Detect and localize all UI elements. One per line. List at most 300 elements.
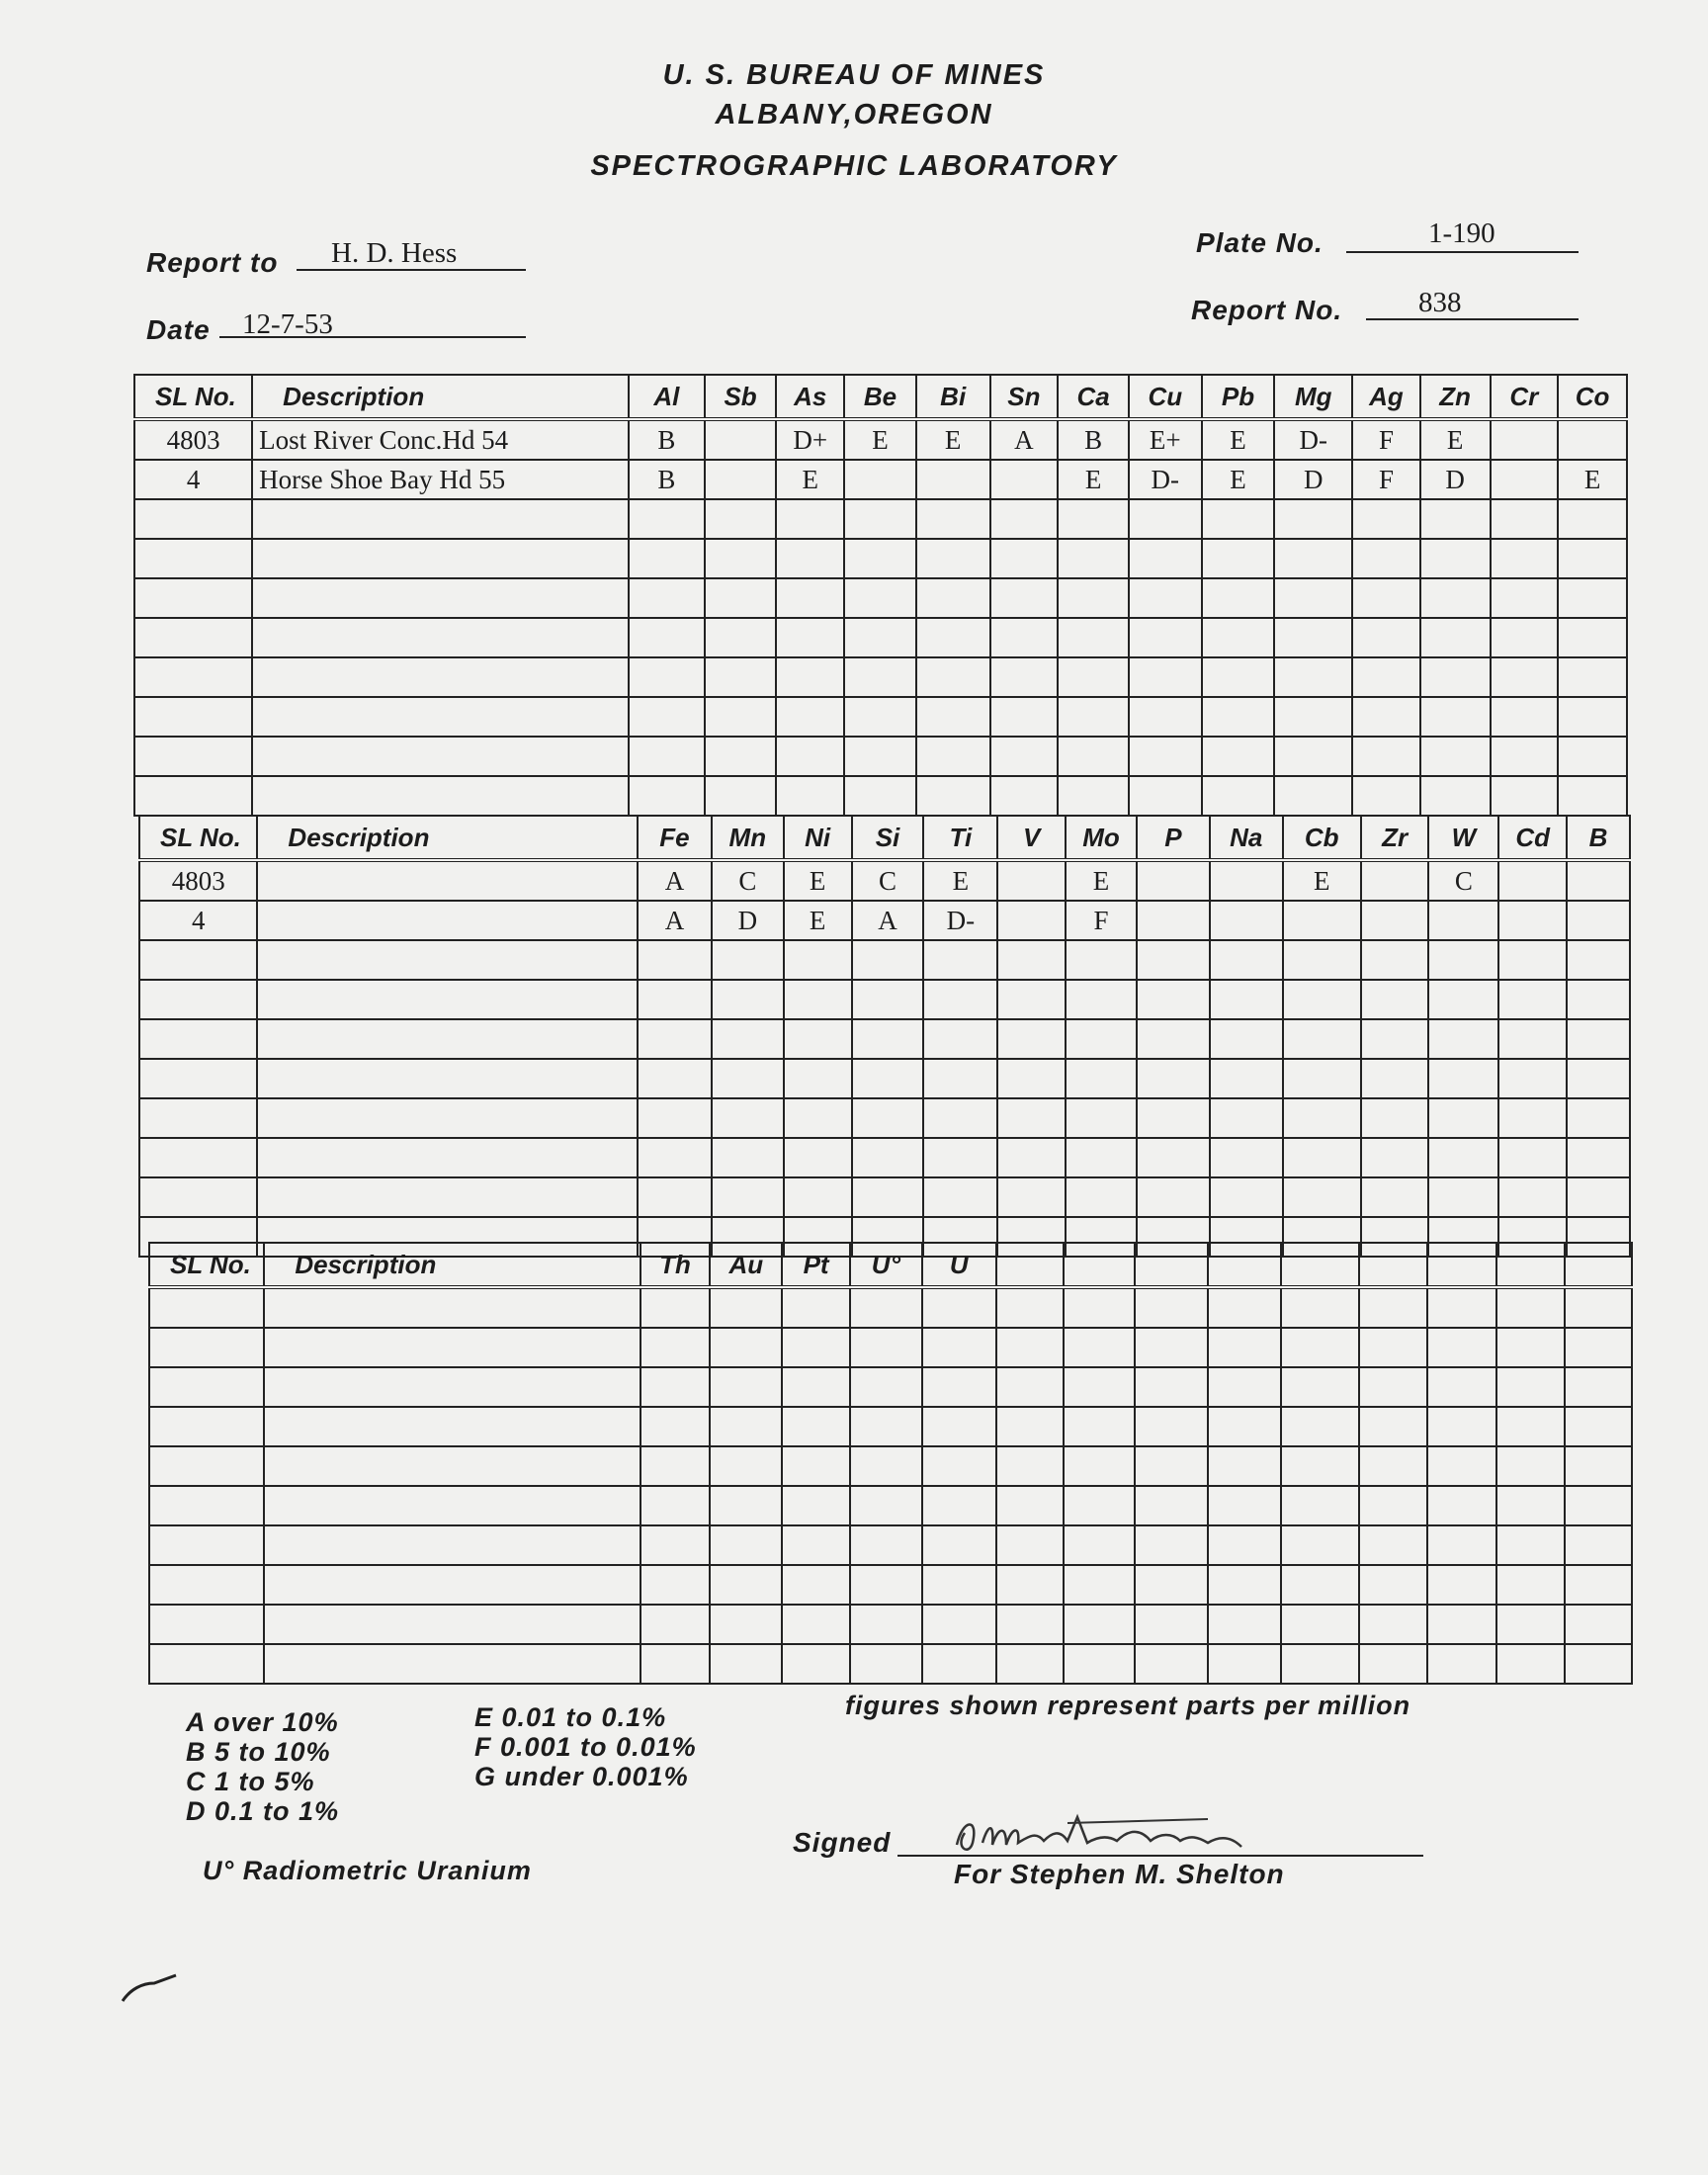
report-no-label: Report No. bbox=[1191, 295, 1343, 325]
empty-cell bbox=[710, 1644, 782, 1684]
empty-cell bbox=[1565, 1525, 1632, 1565]
empty-cell bbox=[1058, 737, 1129, 776]
empty-cell bbox=[1361, 1098, 1429, 1138]
empty-cell bbox=[1352, 737, 1420, 776]
empty-cell bbox=[1066, 1138, 1137, 1177]
grade-cell bbox=[1361, 860, 1429, 901]
empty-cell bbox=[710, 1328, 782, 1367]
empty-cell bbox=[640, 1486, 711, 1525]
empty-cell bbox=[1210, 1059, 1283, 1098]
grade-cell: E bbox=[1283, 860, 1361, 901]
empty-cell bbox=[712, 1138, 784, 1177]
empty-cell bbox=[149, 1407, 264, 1446]
empty-cell bbox=[1428, 1098, 1498, 1138]
empty-cell bbox=[139, 1019, 257, 1059]
empty-cell bbox=[1202, 499, 1275, 539]
empty-cell bbox=[712, 1019, 784, 1059]
empty-cell bbox=[252, 539, 629, 578]
empty-cell bbox=[996, 1605, 1065, 1644]
empty-cell bbox=[252, 776, 629, 816]
grade-cell bbox=[705, 460, 777, 499]
grade-cell: D- bbox=[1274, 419, 1352, 460]
legend-item: E 0.01 to 0.1% bbox=[474, 1702, 667, 1732]
empty-cell bbox=[1208, 1407, 1281, 1446]
empty-cell bbox=[1565, 1644, 1632, 1684]
empty-cell bbox=[1565, 1486, 1632, 1525]
empty-row bbox=[149, 1446, 1632, 1486]
element-header: Ni bbox=[784, 816, 852, 860]
empty-cell bbox=[264, 1644, 640, 1684]
empty-cell bbox=[705, 539, 777, 578]
description-header: Description bbox=[264, 1243, 640, 1287]
empty-cell bbox=[776, 499, 844, 539]
empty-cell bbox=[990, 578, 1059, 618]
empty-cell bbox=[1135, 1328, 1208, 1367]
empty-cell bbox=[1208, 1287, 1281, 1328]
element-header: Cr bbox=[1491, 375, 1559, 419]
empty-row bbox=[149, 1605, 1632, 1644]
empty-cell bbox=[916, 618, 990, 657]
empty-cell bbox=[1066, 1059, 1137, 1098]
empty-cell bbox=[1498, 1019, 1567, 1059]
empty-cell bbox=[1064, 1525, 1135, 1565]
legend-item: C 1 to 5% bbox=[186, 1767, 315, 1796]
empty-cell bbox=[139, 1138, 257, 1177]
element-header: Cb bbox=[1283, 816, 1361, 860]
empty-cell bbox=[784, 940, 852, 980]
empty-cell bbox=[134, 697, 252, 737]
empty-cell bbox=[996, 1287, 1065, 1328]
empty-cell bbox=[923, 1059, 997, 1098]
empty-cell bbox=[638, 1138, 712, 1177]
empty-cell bbox=[1491, 539, 1559, 578]
empty-cell bbox=[997, 1098, 1066, 1138]
grade-cell bbox=[705, 419, 777, 460]
empty-cell bbox=[1558, 776, 1627, 816]
empty-row bbox=[149, 1287, 1632, 1328]
empty-cell bbox=[1352, 697, 1420, 737]
element-header: Sb bbox=[705, 375, 777, 419]
ppm-note: figures shown represent parts per million bbox=[845, 1691, 1411, 1720]
empty-cell bbox=[844, 618, 916, 657]
empty-cell bbox=[1359, 1328, 1427, 1367]
empty-cell bbox=[257, 1019, 638, 1059]
empty-cell bbox=[852, 1177, 924, 1217]
empty-cell bbox=[629, 499, 705, 539]
report-to-line bbox=[297, 269, 526, 271]
description-header: Description bbox=[257, 816, 638, 860]
empty-cell bbox=[629, 737, 705, 776]
empty-cell bbox=[149, 1565, 264, 1605]
empty-cell bbox=[916, 499, 990, 539]
empty-cell bbox=[134, 578, 252, 618]
empty-cell bbox=[784, 1138, 852, 1177]
empty-cell bbox=[1281, 1328, 1359, 1367]
empty-row bbox=[139, 1019, 1630, 1059]
grade-cell bbox=[997, 901, 1066, 940]
grade-cell bbox=[1210, 901, 1283, 940]
empty-cell bbox=[1359, 1486, 1427, 1525]
empty-cell bbox=[1281, 1446, 1359, 1486]
empty-cell bbox=[629, 539, 705, 578]
empty-row bbox=[134, 499, 1627, 539]
sl-no-cell: 4 bbox=[139, 901, 257, 940]
empty-cell bbox=[996, 1525, 1065, 1565]
empty-cell bbox=[1565, 1565, 1632, 1605]
empty-cell bbox=[638, 1019, 712, 1059]
element-header bbox=[996, 1243, 1065, 1287]
grade-cell: D+ bbox=[776, 419, 844, 460]
empty-cell bbox=[916, 578, 990, 618]
empty-cell bbox=[705, 578, 777, 618]
empty-row bbox=[139, 980, 1630, 1019]
empty-cell bbox=[640, 1287, 711, 1328]
sl-no-header: SL No. bbox=[149, 1243, 264, 1287]
empty-cell bbox=[844, 697, 916, 737]
empty-cell bbox=[1567, 1098, 1630, 1138]
empty-row bbox=[149, 1644, 1632, 1684]
grade-cell: F bbox=[1066, 901, 1137, 940]
empty-cell bbox=[257, 1138, 638, 1177]
table-row bbox=[134, 419, 1627, 460]
empty-cell bbox=[264, 1407, 640, 1446]
grade-cell: B bbox=[1058, 419, 1129, 460]
date-line bbox=[219, 336, 526, 338]
empty-cell bbox=[1558, 697, 1627, 737]
empty-cell bbox=[1129, 618, 1202, 657]
empty-cell bbox=[1283, 1138, 1361, 1177]
empty-row bbox=[139, 1059, 1630, 1098]
element-header: P bbox=[1137, 816, 1210, 860]
empty-cell bbox=[139, 1177, 257, 1217]
empty-cell bbox=[997, 1019, 1066, 1059]
pen-mark bbox=[119, 1967, 188, 2007]
empty-cell bbox=[1137, 1098, 1210, 1138]
empty-row bbox=[139, 940, 1630, 980]
element-header bbox=[1496, 1243, 1565, 1287]
element-header: Th bbox=[640, 1243, 711, 1287]
empty-cell bbox=[1359, 1446, 1427, 1486]
empty-cell bbox=[782, 1287, 850, 1328]
empty-cell bbox=[252, 657, 629, 697]
empty-cell bbox=[1567, 1177, 1630, 1217]
empty-cell bbox=[997, 1059, 1066, 1098]
empty-cell bbox=[705, 737, 777, 776]
empty-cell bbox=[1210, 1098, 1283, 1138]
element-header: Be bbox=[844, 375, 916, 419]
legend-item: B 5 to 10% bbox=[186, 1737, 331, 1767]
empty-cell bbox=[1283, 1177, 1361, 1217]
empty-cell bbox=[1491, 618, 1559, 657]
empty-cell bbox=[784, 1019, 852, 1059]
element-header: Bi bbox=[916, 375, 990, 419]
grade-cell: E bbox=[1066, 860, 1137, 901]
empty-cell bbox=[1565, 1367, 1632, 1407]
empty-cell bbox=[850, 1644, 922, 1684]
grade-cell bbox=[1567, 901, 1630, 940]
empty-cell bbox=[922, 1605, 996, 1644]
empty-cell bbox=[1208, 1446, 1281, 1486]
empty-cell bbox=[1361, 980, 1429, 1019]
empty-cell bbox=[1208, 1644, 1281, 1684]
empty-cell bbox=[1274, 499, 1352, 539]
empty-cell bbox=[1352, 657, 1420, 697]
element-header: Au bbox=[710, 1243, 782, 1287]
empty-cell bbox=[1066, 1177, 1137, 1217]
empty-cell bbox=[916, 697, 990, 737]
empty-cell bbox=[1491, 737, 1559, 776]
empty-cell bbox=[1274, 618, 1352, 657]
grade-cell bbox=[990, 460, 1059, 499]
grade-cell: B bbox=[629, 419, 705, 460]
empty-cell bbox=[782, 1367, 850, 1407]
empty-cell bbox=[782, 1486, 850, 1525]
empty-cell bbox=[844, 499, 916, 539]
empty-cell bbox=[149, 1287, 264, 1328]
empty-cell bbox=[923, 1098, 997, 1138]
element-header: U° bbox=[850, 1243, 922, 1287]
empty-cell bbox=[1064, 1605, 1135, 1644]
empty-cell bbox=[923, 940, 997, 980]
empty-cell bbox=[1496, 1525, 1565, 1565]
grade-cell bbox=[1491, 419, 1559, 460]
grade-cell bbox=[916, 460, 990, 499]
empty-cell bbox=[1491, 657, 1559, 697]
grade-cell: E bbox=[1202, 460, 1275, 499]
empty-cell bbox=[1208, 1486, 1281, 1525]
empty-row bbox=[139, 1138, 1630, 1177]
empty-cell bbox=[990, 657, 1059, 697]
empty-cell bbox=[264, 1486, 640, 1525]
empty-row bbox=[139, 1098, 1630, 1138]
element-header bbox=[1281, 1243, 1359, 1287]
empty-cell bbox=[996, 1446, 1065, 1486]
empty-cell bbox=[1064, 1565, 1135, 1605]
table-row bbox=[134, 460, 1627, 499]
empty-cell bbox=[264, 1367, 640, 1407]
empty-cell bbox=[1361, 1138, 1429, 1177]
empty-cell bbox=[844, 737, 916, 776]
empty-cell bbox=[850, 1486, 922, 1525]
empty-cell bbox=[1058, 697, 1129, 737]
grade-cell: A bbox=[990, 419, 1059, 460]
empty-cell bbox=[1352, 539, 1420, 578]
empty-cell bbox=[1135, 1605, 1208, 1644]
empty-cell bbox=[1428, 1138, 1498, 1177]
grade-cell bbox=[1498, 860, 1567, 901]
empty-cell bbox=[1498, 1138, 1567, 1177]
empty-cell bbox=[638, 1059, 712, 1098]
empty-cell bbox=[1064, 1407, 1135, 1446]
element-header bbox=[1064, 1243, 1135, 1287]
empty-cell bbox=[1427, 1486, 1497, 1525]
date-value: 12-7-53 bbox=[242, 308, 333, 340]
empty-cell bbox=[850, 1525, 922, 1565]
empty-cell bbox=[782, 1565, 850, 1605]
empty-cell bbox=[1202, 539, 1275, 578]
empty-cell bbox=[710, 1287, 782, 1328]
empty-cell bbox=[629, 578, 705, 618]
grade-cell: D- bbox=[923, 901, 997, 940]
empty-cell bbox=[264, 1525, 640, 1565]
empty-cell bbox=[1135, 1367, 1208, 1407]
empty-cell bbox=[1359, 1287, 1427, 1328]
description-cell bbox=[257, 860, 638, 901]
element-header: Mg bbox=[1274, 375, 1352, 419]
element-header bbox=[1427, 1243, 1497, 1287]
element-header: Al bbox=[629, 375, 705, 419]
grade-cell: E bbox=[844, 419, 916, 460]
empty-cell bbox=[1428, 980, 1498, 1019]
empty-cell bbox=[1283, 980, 1361, 1019]
empty-cell bbox=[996, 1407, 1065, 1446]
grade-cell: E bbox=[1420, 419, 1491, 460]
empty-cell bbox=[990, 737, 1059, 776]
empty-cell bbox=[264, 1565, 640, 1605]
empty-cell bbox=[996, 1644, 1065, 1684]
empty-cell bbox=[1137, 1177, 1210, 1217]
element-header bbox=[1208, 1243, 1281, 1287]
grade-cell: E bbox=[784, 860, 852, 901]
empty-cell bbox=[922, 1644, 996, 1684]
empty-cell bbox=[850, 1328, 922, 1367]
empty-row bbox=[134, 578, 1627, 618]
empty-cell bbox=[1281, 1287, 1359, 1328]
empty-cell bbox=[850, 1565, 922, 1605]
empty-cell bbox=[1359, 1367, 1427, 1407]
legend-col-1 bbox=[186, 1707, 339, 1826]
empty-cell bbox=[640, 1565, 711, 1605]
grade-cell bbox=[1283, 901, 1361, 940]
empty-cell bbox=[852, 1019, 924, 1059]
grade-cell: E bbox=[1202, 419, 1275, 460]
empty-cell bbox=[1565, 1287, 1632, 1328]
empty-cell bbox=[1565, 1407, 1632, 1446]
empty-cell bbox=[784, 1059, 852, 1098]
empty-cell bbox=[852, 1138, 924, 1177]
legend-item: A over 10% bbox=[186, 1707, 339, 1737]
empty-cell bbox=[1565, 1446, 1632, 1486]
empty-cell bbox=[1135, 1644, 1208, 1684]
description-cell: Horse Shoe Bay Hd 55 bbox=[252, 460, 629, 499]
empty-cell bbox=[923, 980, 997, 1019]
empty-cell bbox=[850, 1287, 922, 1328]
grade-cell: F bbox=[1352, 460, 1420, 499]
empty-cell bbox=[1202, 618, 1275, 657]
sl-no-header: SL No. bbox=[139, 816, 257, 860]
empty-cell bbox=[1427, 1644, 1497, 1684]
empty-cell bbox=[710, 1565, 782, 1605]
empty-cell bbox=[1283, 1019, 1361, 1059]
empty-cell bbox=[1066, 940, 1137, 980]
empty-cell bbox=[1202, 657, 1275, 697]
empty-cell bbox=[850, 1367, 922, 1407]
empty-cell bbox=[782, 1328, 850, 1367]
table-row bbox=[139, 860, 1630, 901]
empty-cell bbox=[1498, 940, 1567, 980]
grade-cell: F bbox=[1352, 419, 1420, 460]
empty-cell bbox=[1496, 1328, 1565, 1367]
empty-cell bbox=[705, 776, 777, 816]
empty-cell bbox=[1058, 499, 1129, 539]
lab-title: SPECTROGRAPHIC LABORATORY bbox=[590, 150, 1118, 182]
empty-cell bbox=[852, 1059, 924, 1098]
empty-cell bbox=[1496, 1644, 1565, 1684]
empty-cell bbox=[996, 1367, 1065, 1407]
empty-cell bbox=[1359, 1407, 1427, 1446]
report-no-value: 838 bbox=[1418, 287, 1462, 318]
empty-cell bbox=[705, 657, 777, 697]
grade-cell: D- bbox=[1129, 460, 1202, 499]
grade-cell: E bbox=[923, 860, 997, 901]
empty-cell bbox=[852, 1098, 924, 1138]
empty-cell bbox=[923, 1138, 997, 1177]
empty-cell bbox=[629, 657, 705, 697]
empty-cell bbox=[1064, 1328, 1135, 1367]
empty-cell bbox=[1202, 737, 1275, 776]
empty-cell bbox=[1274, 657, 1352, 697]
empty-cell bbox=[257, 1059, 638, 1098]
empty-cell bbox=[1567, 980, 1630, 1019]
empty-cell bbox=[1496, 1486, 1565, 1525]
empty-cell bbox=[923, 1177, 997, 1217]
grade-cell bbox=[1137, 901, 1210, 940]
empty-cell bbox=[1491, 776, 1559, 816]
empty-cell bbox=[922, 1407, 996, 1446]
location-title: ALBANY,OREGON bbox=[715, 99, 993, 130]
empty-cell bbox=[1137, 1138, 1210, 1177]
empty-cell bbox=[1427, 1565, 1497, 1605]
empty-cell bbox=[134, 657, 252, 697]
empty-cell bbox=[1496, 1367, 1565, 1407]
empty-cell bbox=[852, 940, 924, 980]
empty-row bbox=[134, 697, 1627, 737]
empty-cell bbox=[640, 1644, 711, 1684]
empty-cell bbox=[1208, 1605, 1281, 1644]
empty-cell bbox=[638, 1177, 712, 1217]
report-to-value: H. D. Hess bbox=[331, 237, 458, 269]
empty-cell bbox=[1428, 1177, 1498, 1217]
empty-cell bbox=[850, 1446, 922, 1486]
empty-cell bbox=[996, 1328, 1065, 1367]
empty-cell bbox=[916, 539, 990, 578]
empty-cell bbox=[264, 1446, 640, 1486]
empty-cell bbox=[1135, 1486, 1208, 1525]
element-header: Zn bbox=[1420, 375, 1491, 419]
legend-col-2 bbox=[474, 1702, 697, 1791]
empty-cell bbox=[1567, 1138, 1630, 1177]
empty-cell bbox=[1129, 657, 1202, 697]
empty-cell bbox=[1491, 697, 1559, 737]
empty-cell bbox=[1202, 578, 1275, 618]
empty-cell bbox=[784, 1098, 852, 1138]
empty-cell bbox=[1283, 1098, 1361, 1138]
empty-cell bbox=[1496, 1287, 1565, 1328]
element-header: Ca bbox=[1058, 375, 1129, 419]
empty-cell bbox=[1352, 499, 1420, 539]
empty-cell bbox=[1558, 657, 1627, 697]
empty-cell bbox=[1066, 1019, 1137, 1059]
empty-cell bbox=[638, 980, 712, 1019]
empty-cell bbox=[990, 618, 1059, 657]
empty-cell bbox=[1210, 940, 1283, 980]
empty-cell bbox=[712, 1059, 784, 1098]
empty-cell bbox=[139, 980, 257, 1019]
empty-cell bbox=[990, 697, 1059, 737]
empty-cell bbox=[916, 776, 990, 816]
empty-cell bbox=[1283, 940, 1361, 980]
element-header: Ti bbox=[923, 816, 997, 860]
